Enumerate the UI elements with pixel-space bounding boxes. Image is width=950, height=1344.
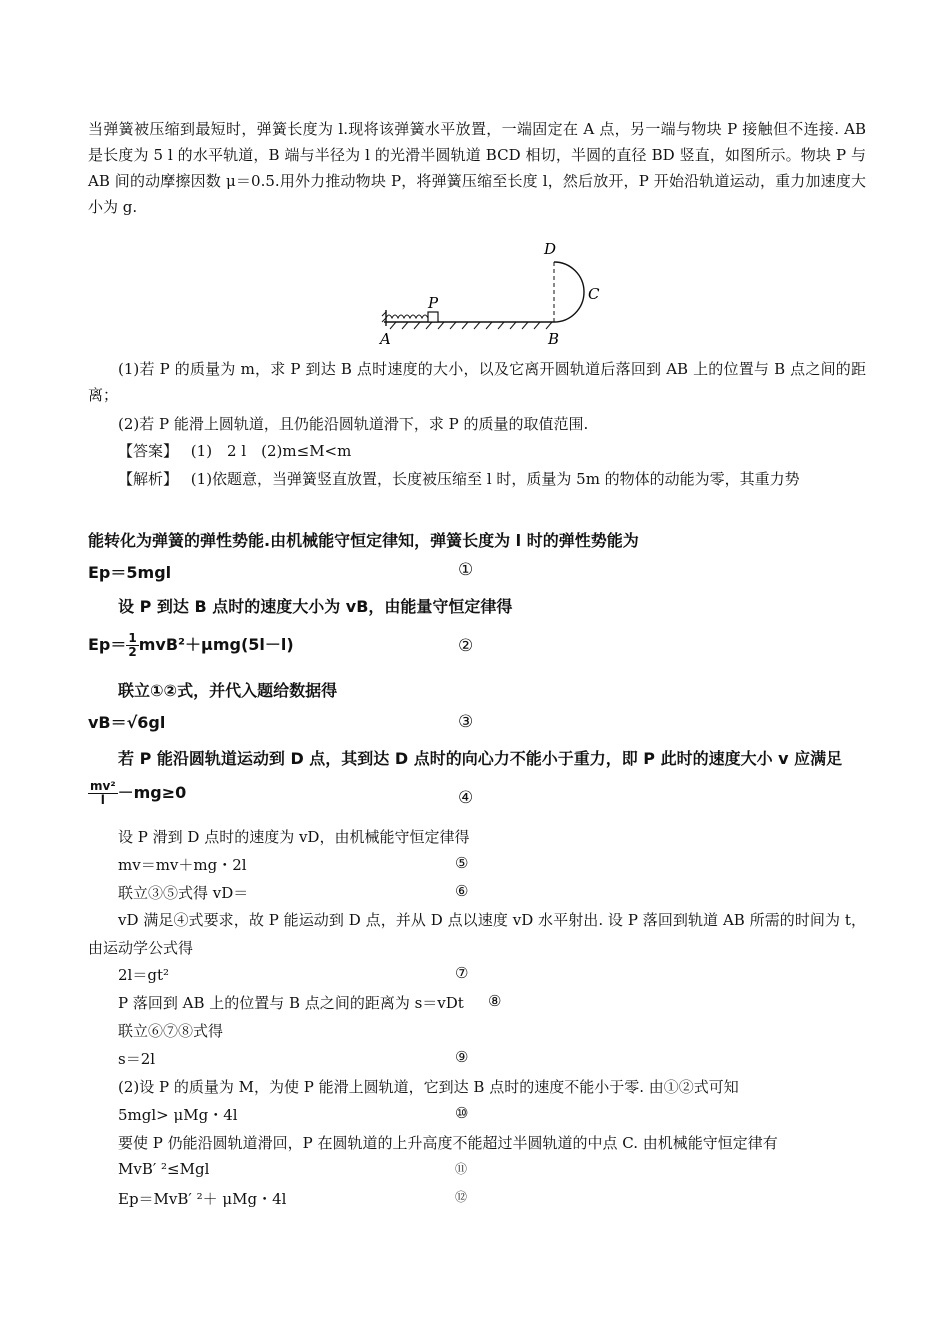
equation: 联立③⑤式得 vD＝	[118, 884, 249, 902]
equation: mv＝mv＋mg・2l	[118, 856, 247, 874]
block-p	[428, 312, 438, 322]
equation: P 落回到 AB 上的位置与 B 点之间的距离为 s＝vDt	[118, 994, 464, 1012]
equation-number: ③	[458, 712, 474, 732]
track-diagram	[376, 234, 616, 352]
equation: 2l＝gt²	[118, 966, 169, 984]
equation-number: ⑩	[455, 1104, 469, 1122]
equation-number: ⑪	[455, 1162, 468, 1176]
semicircle-track	[554, 262, 584, 322]
label-a: A	[380, 330, 391, 348]
equation-number: ①	[458, 560, 474, 580]
fraction: $\frac{\text{mv²}}{l}$	[90, 779, 116, 807]
equation-number: ④	[458, 788, 474, 808]
equation-number: ⑧	[488, 992, 502, 1010]
spring	[386, 315, 428, 318]
label-d: D	[544, 240, 557, 258]
ground-hatching	[390, 322, 552, 329]
step-text: 联立⑥⑦⑧式得	[118, 1022, 224, 1040]
equation-number: ⑦	[455, 964, 469, 982]
equation: s＝2l	[118, 1050, 156, 1068]
equation-number: ⑨	[455, 1048, 469, 1066]
analysis-line	[88, 466, 866, 492]
analysis-label: 【解析】	[118, 470, 179, 488]
equation: $\frac{\text{mv²}}{l}$ －mg≥0	[90, 779, 187, 807]
step-text: 联立①②式，并代入题给数据得	[118, 681, 338, 700]
analysis-text: (1)依题意，当弹簧竖直放置，长度被压缩至 l 时，质量为 5m 的物体的动能为零，其重力势	[190, 470, 800, 488]
problem-intro: 当弹簧被压缩到最短时，弹簧长度为 l.现将该弹簧水平放置，一端固定在 A 点，另一端与物块 P 接触但不连接. AB 是长度为 5 l 的水平轨道，B 端与半径为 l 的光滑半圆轨道 BCD 相切，半圆的直径 BD 竖直，如图所示。物块 P 与 AB 间的动摩擦因数 μ＝0.5.用外力推动物块 P，将弹簧压缩至长度 l，然后放开，P 开始沿轨道运动，重力加速度大小为 g.	[88, 120, 866, 216]
answer-label: 【答案】	[118, 442, 179, 460]
equation: 5mgl> μMg・4l	[118, 1106, 238, 1124]
step-text: 设 P 滑到 D 点时的速度为 vD，由机械能守恒定律得	[118, 828, 470, 846]
equation: Ep＝ $\frac{1}{2}$ mvB²＋μmg(5l－l)	[88, 631, 294, 659]
equation-number: ②	[458, 636, 474, 656]
equation-number: ⑥	[455, 882, 469, 900]
label-p: P	[428, 294, 439, 312]
step-text: 设 P 到达 B 点时的速度大小为 vB，由能量守恒定律得	[118, 597, 513, 616]
step-text: 要使 P 仍能沿圆轨道滑回，P 在圆轨道的上升高度不能超过半圆轨道的中点 C. 由机械能守恒定律有	[118, 1134, 778, 1152]
question-1: (1)若 P 的质量为 m，求 P 到达 B 点时速度的大小，以及它离开圆轨道后落回到 AB 上的位置与 B 点之间的距离；	[88, 360, 866, 404]
equation: Ep＝5mgl	[88, 563, 172, 582]
fraction: $\frac{1}{2}$	[128, 631, 137, 659]
equation-number: ⑫	[455, 1190, 468, 1204]
equation-number: ⑤	[455, 854, 469, 872]
label-c: C	[588, 285, 600, 303]
question-2: (2)若 P 能滑上圆轨道，且仍能沿圆轨道滑下，求 P 的质量的取值范围.	[118, 415, 589, 433]
label-b: B	[548, 330, 560, 348]
answer-line	[88, 438, 866, 464]
step-text: 能转化为弹簧的弹性势能.由机械能守恒定律知，弹簧长度为 l 时的弹性势能为	[88, 531, 639, 550]
step-text: 若 P 能沿圆轨道运动到 D 点，其到达 D 点时的向心力不能小于重力，即 P 此时的速度大小 v 应满足	[118, 749, 843, 768]
equation: vB＝√6gl	[88, 713, 166, 732]
step-text: vD 满足④式要求，故 P 能运动到 D 点，并从 D 点以速度 vD 水平射出. 设 P 落回到轨道 AB 所需的时间为 t，由运动学公式得	[88, 911, 866, 957]
step-text: (2)设 P 的质量为 M，为使 P 能滑上圆轨道，它到达 B 点时的速度不能小于零. 由①②式可知	[118, 1078, 739, 1096]
equation: Ep＝MvB′ ²＋ μMg・4l	[118, 1190, 287, 1208]
answer-text: (1) 2 l (2)m≤M<m	[190, 442, 352, 460]
equation: MvB′ ²≤Mgl	[118, 1160, 210, 1178]
